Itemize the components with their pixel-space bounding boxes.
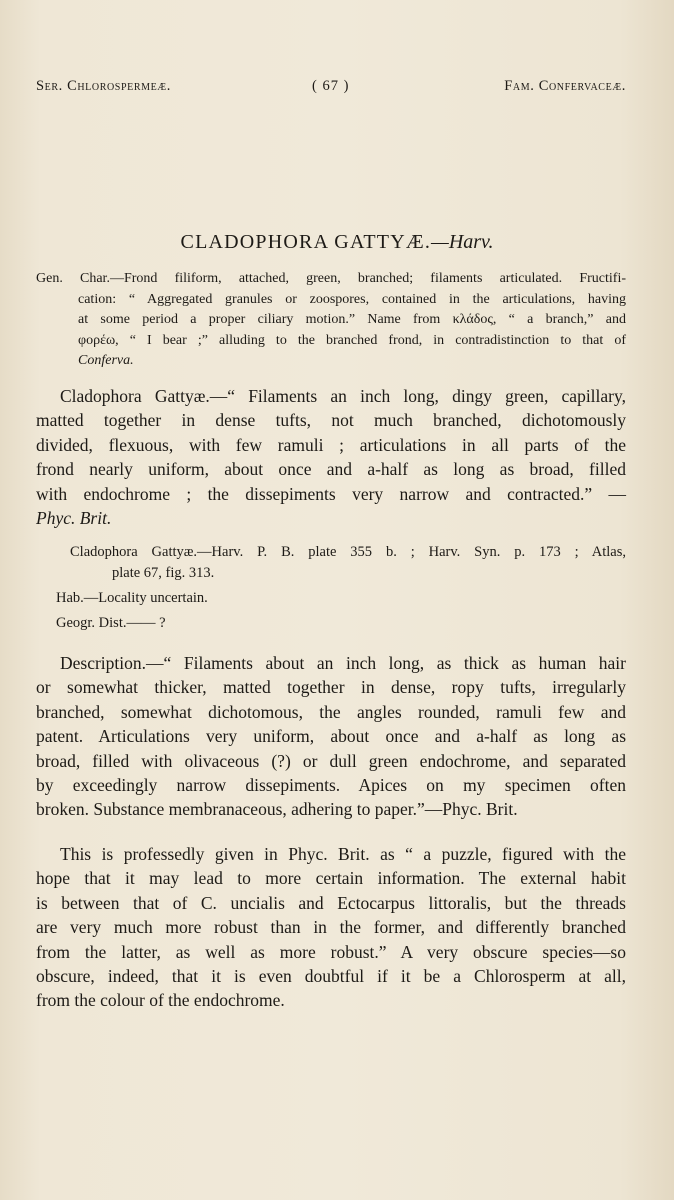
text-line: with endochrome ; the dissepiments very narrow and contracted.” —	[36, 483, 626, 504]
text-line: by exceedingly narrow dissepiments. Apices on my specimen often	[36, 775, 626, 796]
text-line: frond nearly uniform, about once and a-half as long as broad, filled	[36, 459, 626, 480]
diagnosis-paragraph	[36, 384, 626, 530]
text-line: Cladophora Gattyæ.—“ Filaments an inch long, dingy green, capillary,	[60, 386, 626, 406]
reference-line: Cladophora Gattyæ.—Harv. P. B. plate 355 b. ; Harv. Syn. p. 173 ; Atlas,	[70, 544, 626, 560]
genus-character-paragraph	[36, 269, 626, 372]
species-name: CLADOPHORA GATTYÆ.	[180, 231, 432, 253]
text-line: divided, flexuous, with few ramuli ; articulations in all parts of the	[36, 434, 626, 455]
text-line: hope that it may lead to more certain information. The external habit	[36, 868, 626, 889]
species-title	[0, 231, 674, 254]
text-line: at some period a proper ciliary motion.” Name from κλάδος, “ a branch,” and	[78, 312, 626, 328]
text-line: from the latter, as well as more robust.” A very obscure species—so	[36, 941, 626, 962]
running-header	[36, 78, 626, 100]
text-line: branched, somewhat dichotomous, the angles rounded, ramuli few and	[36, 701, 626, 722]
text-line: is between that of C. uncialis and Ectocarpus littoralis, but the threads	[36, 892, 626, 913]
text-line: Phyc. Brit.	[36, 508, 112, 529]
text-line: patent. Articulations very uniform, about once and a-half as long as	[36, 726, 626, 747]
text-line: are very much more robust than in the former, and differently branched	[36, 917, 626, 938]
text-line: obscure, indeed, that it is even doubtful if it be a Chlorosperm at all,	[36, 966, 626, 987]
habitat-line: Hab.—Locality uncertain.	[56, 590, 208, 606]
references-block	[36, 542, 626, 634]
reference-line: plate 67, fig. 313.	[112, 565, 215, 581]
text-line: Description.—“ Filaments about an inch long, as thick as human hair	[60, 653, 626, 673]
page-number: ( 67 )	[312, 78, 350, 94]
text-line: Gen. Char.—Frond filiform, attached, green, branched; filaments articulated. Fructifi-	[36, 271, 626, 286]
text-line: broad, filled with olivaceous (?) or dull green endochrome, and separated	[36, 750, 626, 771]
text-line: broken. Substance membranaceous, adhering to paper.”—Phyc. Brit.	[36, 799, 518, 820]
text-line: Conferva.	[78, 353, 134, 369]
commentary-paragraph	[36, 842, 626, 1013]
text-line: matted together in dense tufts, not much branched, dichotomously	[36, 410, 626, 431]
text-line: This is professedly given in Phyc. Brit. as “ a puzzle, figured with the	[60, 844, 626, 864]
header-family: Fam. Confervaceæ.	[504, 78, 626, 94]
distribution-line: Geogr. Dist.—— ?	[56, 615, 166, 631]
text-line: or somewhat thicker, matted together in dense, ropy tufts, irregularly	[36, 677, 626, 698]
species-authority: —Harv.	[431, 231, 494, 253]
header-series: Ser. Chlorospermeæ.	[36, 78, 172, 94]
description-paragraph	[36, 651, 626, 822]
text-line: from the colour of the endochrome.	[36, 990, 285, 1011]
text-line: φορέω, “ I bear ;” alluding to the branched frond, in contradistinction to that of	[78, 332, 626, 348]
text-line: cation: “ Aggregated granules or zoospores, contained in the articulations, having	[78, 291, 626, 307]
